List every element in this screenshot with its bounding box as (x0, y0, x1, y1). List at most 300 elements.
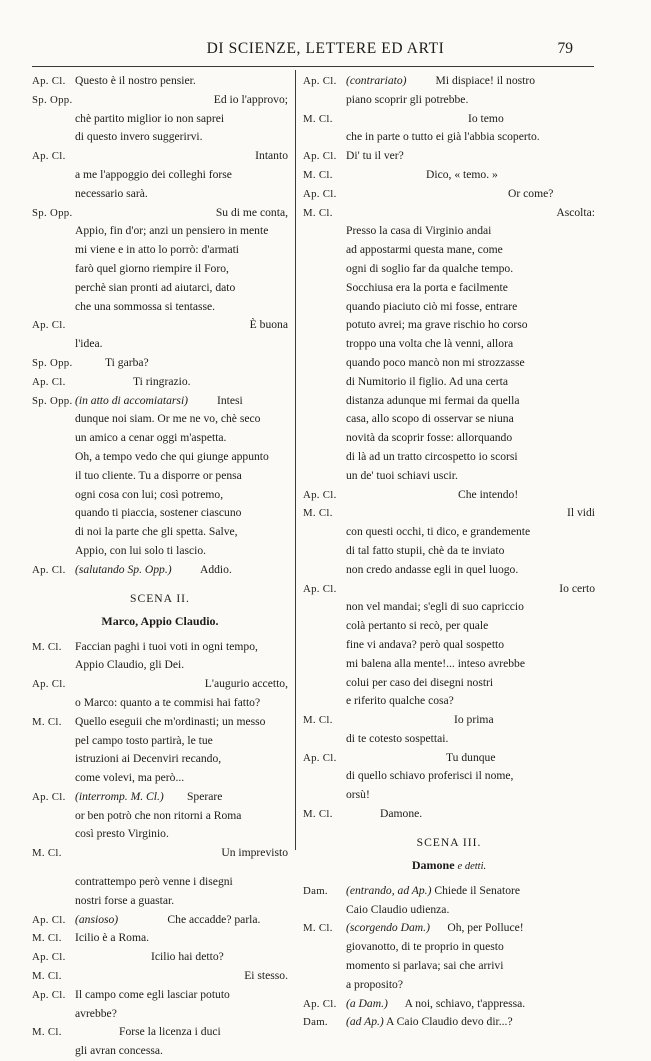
verse-text: ad appostarmi questa mane, come (346, 243, 503, 257)
line-text (346, 938, 595, 957)
dialogue-line (32, 561, 288, 580)
dialogue-line (32, 316, 288, 335)
dialogue-line (32, 542, 288, 561)
line-text (346, 1013, 595, 1032)
speaker-label: Sp. Opp. (32, 206, 73, 219)
speaker-label: Sp. Opp. (32, 356, 73, 369)
dialogue-line (32, 1005, 288, 1024)
verse-text: Dico, « temo. » (426, 167, 498, 181)
line-text (75, 147, 288, 166)
speaker-label: Dam. (303, 884, 328, 897)
line-text (346, 448, 595, 467)
line-text (75, 732, 288, 751)
dialogue-line (32, 844, 288, 873)
speaker-label: M. Cl. (303, 808, 333, 821)
verse-text: Sperare (163, 789, 223, 803)
line-text (346, 166, 595, 185)
character-names: Damone (411, 857, 455, 872)
speaker-label: Ap. Cl. (32, 988, 66, 1001)
line-text (75, 72, 288, 91)
dialogue-line (303, 1013, 595, 1032)
stage-direction: (ansioso) (75, 912, 119, 926)
line-text (75, 279, 288, 298)
verse-text: Tu dunque (446, 750, 496, 764)
line-text (346, 335, 595, 354)
speaker-label: M. Cl. (32, 970, 62, 983)
dialogue-line (303, 260, 595, 279)
line-text (346, 185, 595, 204)
verse-text: Intesi (188, 393, 243, 407)
dialogue-line (303, 617, 595, 636)
line-text (75, 335, 288, 354)
line-text (75, 750, 288, 769)
verse-text: A noi, schiavo, t'appressa. (387, 996, 526, 1010)
line-text (75, 260, 288, 279)
dialogue-line (303, 636, 595, 655)
dialogue-line (303, 561, 595, 580)
dialogue-line (32, 91, 288, 110)
line-text (75, 769, 288, 788)
dialogue-line (303, 749, 595, 768)
verse-text: di quello schiavo proferisci il nome, (346, 769, 514, 783)
speaker-label: M. Cl. (303, 206, 333, 219)
speaker-label: Ap. Cl. (32, 790, 66, 803)
speaker-label: Sp. Opp. (32, 93, 73, 106)
left-column (32, 72, 288, 1061)
dialogue-line (303, 504, 595, 523)
verse-text: Presso la casa di Virginio andai (346, 224, 492, 238)
verse-text: Intanto (255, 149, 288, 163)
verse-text: Ti ringrazio. (133, 374, 191, 388)
verse-text: quando ti piaccia, sostener ciascuno (75, 506, 242, 520)
dialogue-line (303, 316, 595, 335)
line-text (75, 929, 288, 948)
verse-text: colà pertanto si recò, per quale (346, 619, 489, 633)
verse-text: Un imprevisto (221, 846, 288, 860)
dialogue-line (303, 392, 595, 411)
speaker-label: M. Cl. (303, 168, 333, 181)
dialogue-line (32, 750, 288, 769)
verse-text: come volevi, ma però... (75, 771, 185, 785)
verse-text: mi balena alla mente!... inteso avrebbe (346, 656, 525, 670)
line-text (346, 523, 595, 542)
dialogue-line (32, 222, 288, 241)
dialogue-line (32, 1023, 288, 1042)
line-text (346, 467, 595, 486)
line-text (75, 1023, 288, 1042)
verse-text: casa, allo scopo di osservar se niuna (346, 412, 514, 426)
verse-text: Che accadde? parla. (118, 912, 261, 926)
line-text (346, 786, 595, 805)
line-text (346, 204, 595, 223)
dialogue-line (32, 204, 288, 223)
verse-text: Io certo (559, 581, 595, 595)
line-text (346, 767, 595, 786)
speaker-label: Ap. Cl. (32, 319, 66, 332)
dialogue-line (32, 279, 288, 298)
speaker-label: M. Cl. (32, 715, 62, 728)
verse-text: Ascolta: (556, 205, 595, 219)
line-text (75, 241, 288, 260)
dialogue-line (303, 335, 595, 354)
verse-text: a me l'appoggio dei colleghi forse (75, 167, 232, 181)
speaker-label: Ap. Cl. (32, 150, 66, 163)
verse-text: Damone. (380, 807, 423, 821)
line-text (346, 279, 595, 298)
line-text (75, 788, 288, 807)
line-text (75, 911, 288, 930)
speaker-label: M. Cl. (32, 932, 62, 945)
dialogue-line (32, 825, 288, 844)
verse-text: dunque noi siam. Or me ne vo, chè seco (75, 412, 261, 426)
verse-text: Appio Claudio, gli Dei. (75, 658, 185, 672)
line-text (75, 523, 288, 542)
line-text (346, 316, 595, 335)
line-text (346, 128, 595, 147)
scene-characters (303, 854, 595, 876)
speaker-label: Ap. Cl. (303, 751, 337, 764)
line-text (346, 486, 595, 505)
verse-text: Questo è il nostro pensier. (75, 74, 196, 87)
verse-text: Di' tu il ver? (346, 149, 404, 163)
verse-text: il tuo cliente. Tu a disporre or pensa (75, 468, 242, 482)
dialogue-line (303, 901, 595, 920)
verse-text: pel campo tosto partirà, le tue (75, 733, 213, 747)
line-text (75, 638, 288, 657)
line-text (346, 504, 595, 523)
dialogue-line (32, 147, 288, 166)
verse-text: piano scoprir gli potrebbe. (346, 92, 469, 106)
dialogue-line (303, 711, 595, 730)
verse-text: A Caio Claudio devo dir...? (383, 1015, 513, 1029)
line-text (346, 222, 595, 241)
line-text (346, 91, 595, 110)
speaker-label: M. Cl. (303, 507, 333, 520)
speaker-label: Ap. Cl. (303, 488, 337, 501)
dialogue-line (32, 504, 288, 523)
verse-text: farò quel giorno riempire il Foro, (75, 261, 229, 275)
scene-characters (32, 610, 288, 632)
dialogue-line (32, 929, 288, 948)
dialogue-line (303, 882, 595, 901)
dialogue-line (303, 241, 595, 260)
line-text (75, 986, 288, 1005)
dialogue-line (303, 429, 595, 448)
dialogue-line (32, 1042, 288, 1061)
line-text (346, 957, 595, 976)
line-text (346, 919, 595, 938)
line-text (75, 448, 288, 467)
speaker-label: M. Cl. (303, 714, 333, 727)
line-text (75, 110, 288, 129)
line-text (75, 204, 288, 223)
line-text (346, 730, 595, 749)
verse-text: Oh, per Polluce! (429, 921, 524, 935)
stage-direction: (ad Ap.) (346, 1015, 384, 1029)
line-text (75, 504, 288, 523)
dialogue-line (303, 147, 595, 166)
dialogue-line (303, 486, 595, 505)
line-text (346, 901, 595, 920)
line-text (75, 392, 288, 411)
character-names: Marco, Appio Claudio. (101, 613, 219, 628)
line-text (346, 561, 595, 580)
verse-text: che una sommossa si tentasse. (75, 299, 216, 313)
dialogue-line (32, 448, 288, 467)
verse-text: perchè sian pronti ad aiutarci, dato (75, 280, 236, 294)
dialogue-line (303, 448, 595, 467)
verse-text: avrebbe? (75, 1006, 117, 1020)
verse-text: momento si parlava; sai che arrivi (346, 959, 504, 973)
dialogue-line (303, 919, 595, 938)
line-text (75, 873, 288, 892)
scene-heading: SCENA II. (130, 591, 190, 605)
speaker-label: M. Cl. (32, 640, 62, 653)
verse-text: Io prima (454, 713, 494, 727)
line-text (75, 91, 288, 110)
dialogue-line (303, 580, 595, 599)
line-text (75, 656, 288, 675)
verse-text: È buona (249, 318, 288, 332)
speaker-label: M. Cl. (303, 112, 333, 125)
verse-text: Mi dispiace! il nostro (406, 74, 536, 87)
line-text (75, 807, 288, 826)
verse-text: di tal fatto stupii, chè da te inviato (346, 543, 505, 557)
speaker-label: Ap. Cl. (303, 582, 337, 595)
dialogue-line (32, 128, 288, 147)
dialogue-line (32, 967, 288, 986)
speaker-label: M. Cl. (32, 847, 62, 860)
header-rule (32, 66, 594, 67)
line-text (75, 486, 288, 505)
dialogue-line (32, 166, 288, 185)
dialogue-line (32, 410, 288, 429)
line-text (75, 298, 288, 317)
speaker-label: M. Cl. (303, 922, 333, 935)
dialogue-line (32, 298, 288, 317)
verse-text: non vel mandai; s'egli di suo capriccio (346, 600, 524, 614)
dialogue-line (303, 692, 595, 711)
line-text (75, 467, 288, 486)
verse-text: chè partito miglior io non saprei (75, 111, 225, 125)
line-text (346, 241, 595, 260)
verse-text: L'augurio accetto, (204, 677, 288, 691)
stage-direction: (contrariato) (346, 74, 407, 87)
dialogue-line (303, 204, 595, 223)
line-text (346, 147, 595, 166)
line-text (346, 976, 595, 995)
line-text (346, 298, 595, 317)
line-text (75, 844, 288, 863)
verse-text: Addio. (171, 562, 232, 576)
character-note: e detti. (457, 860, 487, 872)
verse-text: o Marco: quanto a te commisi hai fatto? (75, 695, 261, 709)
line-text (75, 185, 288, 204)
dialogue-line (303, 598, 595, 617)
line-text (75, 967, 288, 986)
verse-text: con questi occhi, ti dico, e grandemente (346, 525, 531, 539)
line-text (346, 392, 595, 411)
verse-text: Faccian paghi i tuoi voti in ogni tempo, (75, 639, 258, 653)
stage-direction: (interromp. M. Cl.) (75, 789, 164, 803)
dialogue-line (303, 91, 595, 110)
dialogue-line (303, 279, 595, 298)
dialogue-line (32, 638, 288, 657)
line-text (75, 825, 288, 844)
dialogue-line (32, 986, 288, 1005)
line-text (75, 354, 288, 373)
dialogue-line (32, 713, 288, 732)
verse-text: ogni di soglio far da qualche tempo. (346, 261, 514, 275)
line-text (346, 542, 595, 561)
line-text (75, 429, 288, 448)
dialogue-line (303, 674, 595, 693)
line-text (75, 561, 288, 580)
speaker-label: M. Cl. (32, 1026, 62, 1039)
stage-direction: (in atto di accomiatarsi) (75, 393, 189, 407)
line-text (75, 892, 288, 911)
stage-direction: (entrando, ad Ap.) (346, 883, 432, 897)
line-text (346, 260, 595, 279)
dialogue-line (32, 788, 288, 807)
line-text (346, 72, 595, 91)
line-text (346, 674, 595, 693)
verse-text: un de' tuoi schiavi uscir. (346, 468, 458, 482)
verse-text: Io temo (468, 111, 504, 125)
verse-text: Caio Claudio udienza. (346, 902, 450, 916)
dialogue-line (303, 523, 595, 542)
line-text (75, 1005, 288, 1024)
stage-direction: (salutando Sp. Opp.) (75, 562, 172, 576)
line-text (346, 617, 595, 636)
speaker-label: Ap. Cl. (32, 678, 66, 691)
verse-text: novità da scoprir fosse: allorquando (346, 431, 513, 445)
line-text (346, 636, 595, 655)
dialogue-line (32, 486, 288, 505)
stage-direction: (scorgendo Dam.) (346, 921, 430, 935)
verse-text: fine vi andava? però qual sospetto (346, 637, 505, 651)
dialogue-line (303, 166, 595, 185)
verse-text: che in parte o tutto ei già l'abbia scoperto. (346, 130, 540, 144)
verse-text: istruzioni ai Decenviri recando, (75, 752, 222, 766)
line-text (75, 542, 288, 561)
page-header (0, 40, 651, 62)
dialogue-line (32, 807, 288, 826)
verse-text: di noi la parte che gli spetta. Salve, (75, 525, 238, 539)
verse-text: Il vidi (566, 506, 595, 520)
dialogue-line (32, 392, 288, 411)
scene-heading: SCENA III. (416, 835, 482, 849)
dialogue-line (303, 542, 595, 561)
dialogue-line (32, 72, 288, 91)
verse-text: Su di me conta, (215, 205, 288, 219)
dialogue-line (32, 429, 288, 448)
line-text (75, 713, 288, 732)
line-text (346, 882, 595, 901)
speaker-label: Ap. Cl. (32, 951, 66, 964)
verse-text: Il campo come egli lasciar potuto (75, 987, 230, 1001)
dialogue-line (32, 241, 288, 260)
line-text (75, 316, 288, 335)
dialogue-line (303, 767, 595, 786)
line-text (346, 711, 595, 730)
verse-text: gli avran concessa. (75, 1044, 163, 1058)
verse-text: Ed io l'approvo; (213, 92, 288, 106)
verse-text: troppo una volta che là venni, allora (346, 337, 514, 351)
verse-text: non credo andasse egli in quel luogo. (346, 562, 519, 576)
dialogue-line (303, 373, 595, 392)
dialogue-line (32, 467, 288, 486)
right-column (303, 72, 595, 1032)
verse-text: Icilio hai detto? (151, 950, 224, 964)
verse-text: Socchiusa era la porta e facilmente (346, 280, 508, 294)
verse-text: colui per caso dei disegni nostri (346, 675, 494, 689)
line-text (346, 692, 595, 711)
line-text (75, 1042, 288, 1061)
dialogue-line (32, 892, 288, 911)
dialogue-line (303, 410, 595, 429)
verse-text: or ben potrò che non ritorni a Roma (75, 808, 242, 822)
dialogue-line (32, 260, 288, 279)
dialogue-line (303, 786, 595, 805)
verse-text: Or come? (508, 186, 554, 200)
dialogue-line (303, 467, 595, 486)
line-text (346, 995, 595, 1014)
verse-text: contrattempo però venne i disegni (75, 875, 233, 889)
dialogue-line (303, 185, 595, 204)
verse-text: distanza adunque mi fermai da quella (346, 393, 520, 407)
dialogue-line (303, 354, 595, 373)
dialogue-line (32, 656, 288, 675)
verse-text: di Numitorio il figlio. Ad una certa (346, 374, 508, 388)
speaker-label: Ap. Cl. (303, 187, 337, 200)
line-text (75, 675, 288, 694)
dialogue-line (303, 938, 595, 957)
verse-text: di là ad un tratto circospetto io scorsi (346, 449, 518, 463)
verse-text: di te cotesto sospettai. (346, 731, 449, 745)
line-text (75, 128, 288, 147)
dialogue-line (303, 128, 595, 147)
verse-text: Appio, con lui solo ti lascio. (75, 543, 207, 557)
line-text (75, 410, 288, 429)
column-divider (295, 70, 296, 850)
dialogue-line (32, 694, 288, 713)
verse-text: quando piaciuto ciò mi fosse, entrare (346, 299, 518, 313)
dialogue-line (32, 732, 288, 751)
speaker-label: Sp. Opp. (32, 394, 73, 407)
dialogue-line (303, 110, 595, 129)
page-number: 79 (557, 40, 573, 57)
verse-text: Che intendo! (458, 487, 519, 501)
line-text (346, 110, 595, 129)
verse-text: così presto Virginio. (75, 827, 169, 841)
dialogue-line (32, 185, 288, 204)
dialogue-line (32, 373, 288, 392)
dialogue-line (32, 523, 288, 542)
verse-text: ogni cosa con lui; così potremo, (75, 487, 224, 501)
verse-text: quando poco mancò non mi strozzasse (346, 355, 525, 369)
dialogue-line (303, 976, 595, 995)
verse-text: l'idea. (75, 337, 103, 351)
dialogue-line (32, 948, 288, 967)
verse-text: a proposito? (346, 977, 403, 991)
dialogue-line (303, 222, 595, 241)
running-title: DI SCIENZE, LETTERE ED ARTI (206, 40, 445, 57)
speaker-label: Dam. (303, 1016, 328, 1029)
verse-text: Oh, a tempo vedo che qui giunge appunto (75, 449, 269, 463)
dialogue-line (303, 298, 595, 317)
dialogue-line (32, 335, 288, 354)
